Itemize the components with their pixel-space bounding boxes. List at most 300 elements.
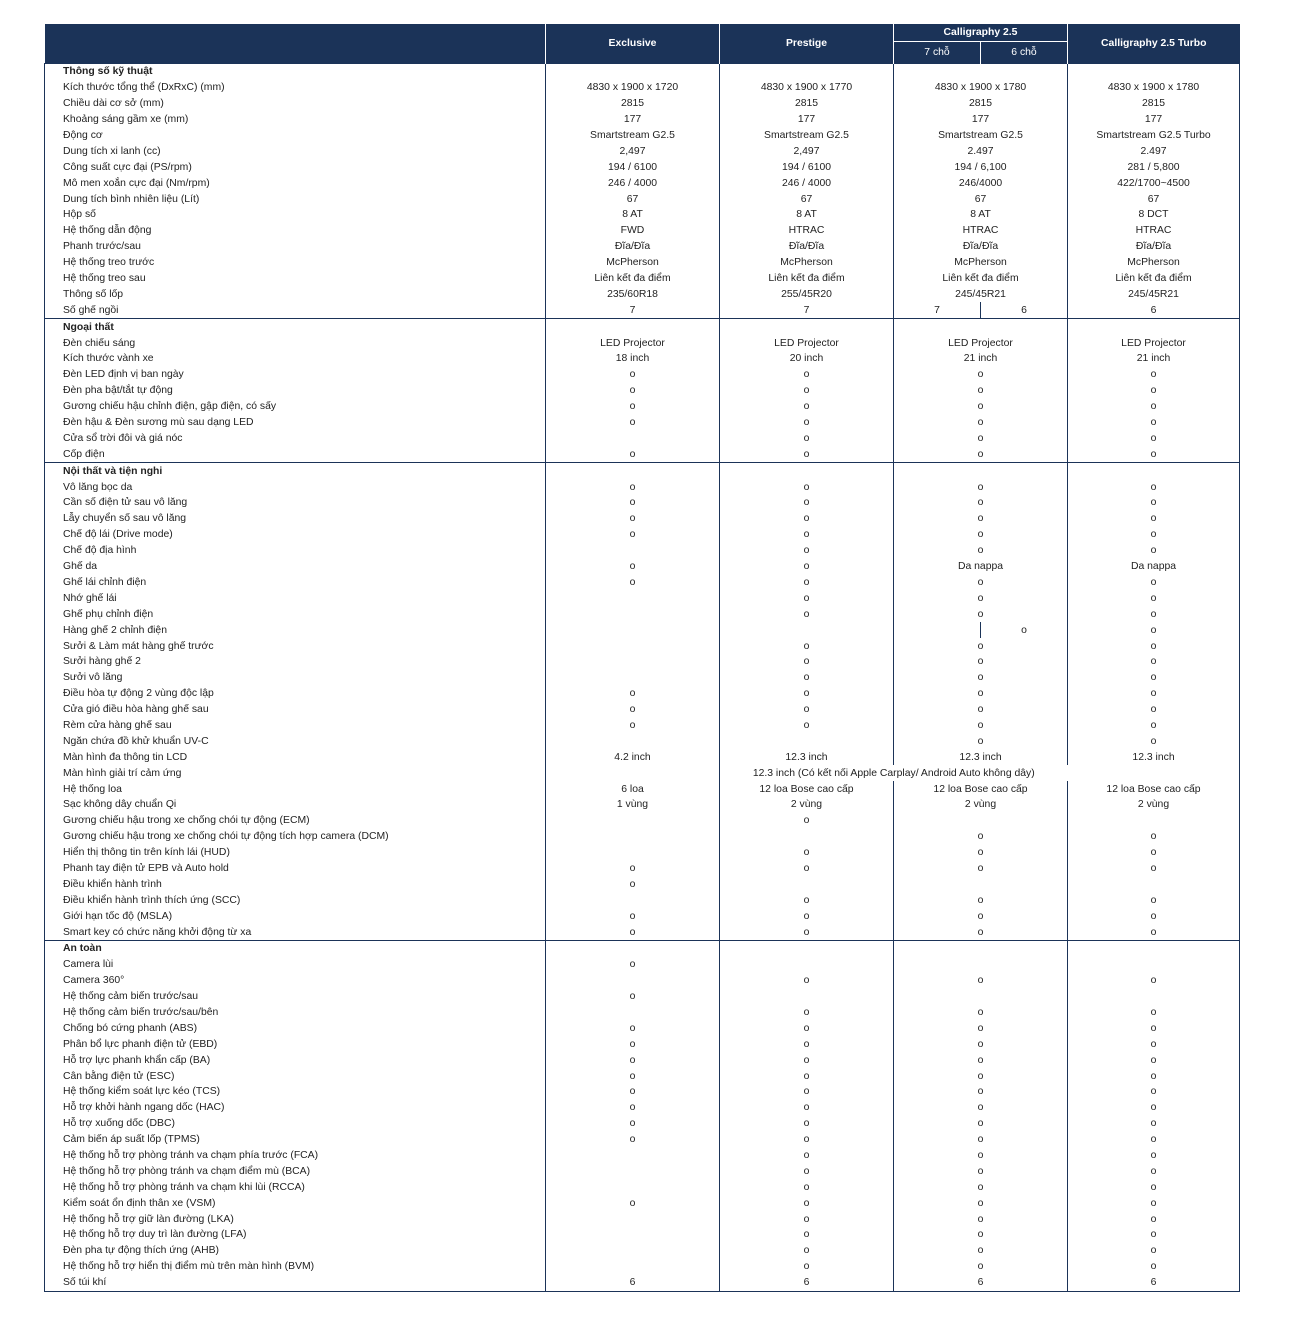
table-row	[45, 686, 1240, 702]
cell-calligraphy: Liên kết đa điểm	[894, 271, 1068, 287]
feature-label: Hệ thống dẫn động	[45, 223, 546, 239]
table-row	[45, 286, 1240, 302]
cell-prestige: o	[720, 845, 894, 861]
cell-prestige: 12.3 inch	[720, 749, 894, 765]
cell-prestige	[720, 733, 894, 749]
cell-calligraphy-turbo: 6	[1068, 1275, 1240, 1291]
cell-prestige: o	[720, 367, 894, 383]
cell-exclusive: o	[546, 989, 720, 1005]
table-row	[45, 638, 1240, 654]
feature-label: Gương chiếu hậu trong xe chống chói tự động (ECM)	[45, 813, 546, 829]
cell-calligraphy-turbo: o	[1068, 399, 1240, 415]
feature-label: Vô lăng bọc da	[45, 479, 546, 495]
cell-prestige: o	[720, 1243, 894, 1259]
cell-calligraphy: o	[894, 892, 1068, 908]
cell-calligraphy-turbo: o	[1068, 908, 1240, 924]
feature-label: Mô men xoắn cực đại (Nm/rpm)	[45, 175, 546, 191]
feature-label: Camera lùi	[45, 957, 546, 973]
cell-calligraphy: o	[894, 1132, 1068, 1148]
feature-label: Hệ thống cảm biến trước/sau/bên	[45, 1005, 546, 1021]
feature-label: Hệ thống hỗ trợ phòng tránh va chạm phía trước (FCA)	[45, 1148, 546, 1164]
table-row	[45, 670, 1240, 686]
cell-calligraphy-turbo: o	[1068, 479, 1240, 495]
cell-exclusive: 177	[546, 112, 720, 128]
table-row	[45, 702, 1240, 718]
table-row	[45, 128, 1240, 144]
cell-calligraphy: o	[894, 908, 1068, 924]
section-row	[45, 319, 1240, 335]
cell-calligraphy: 245/45R21	[894, 286, 1068, 302]
cell-prestige: o	[720, 1259, 894, 1275]
cell-exclusive: o	[546, 686, 720, 702]
cell-exclusive	[546, 1179, 720, 1195]
cell-calligraphy-turbo: o	[1068, 527, 1240, 543]
cell-prestige: o	[720, 1163, 894, 1179]
feature-label: Đèn chiếu sáng	[45, 335, 546, 351]
cell-exclusive	[546, 606, 720, 622]
cell-calligraphy: o	[894, 845, 1068, 861]
section-blank	[720, 319, 894, 335]
cell-prestige: o	[720, 924, 894, 940]
cell-exclusive	[546, 638, 720, 654]
table-row	[45, 1132, 1240, 1148]
cell-prestige: Liên kết đa điểm	[720, 271, 894, 287]
table-row	[45, 367, 1240, 383]
cell-calligraphy: 4830 x 1900 x 1780	[894, 80, 1068, 96]
cell-calligraphy: o	[894, 1084, 1068, 1100]
cell-calligraphy-turbo: o	[1068, 638, 1240, 654]
cell-exclusive: o	[546, 1084, 720, 1100]
table-row	[45, 239, 1240, 255]
cell-calligraphy-turbo: o	[1068, 829, 1240, 845]
cell-exclusive: o	[546, 1100, 720, 1116]
feature-label: Điều khiển hành trình thích ứng (SCC)	[45, 892, 546, 908]
table-row	[45, 1005, 1240, 1021]
cell-exclusive: Smartstream G2.5	[546, 128, 720, 144]
feature-label: Điều khiển hành trình	[45, 876, 546, 892]
cell-calligraphy-turbo: o	[1068, 733, 1240, 749]
cell-calligraphy-turbo: o	[1068, 1036, 1240, 1052]
cell-calligraphy-turbo: o	[1068, 1100, 1240, 1116]
table-row	[45, 543, 1240, 559]
feature-label: Đèn pha bật/tắt tự động	[45, 383, 546, 399]
feature-label: Dung tích xi lanh (cc)	[45, 143, 546, 159]
header-calligraphy-6-seat: 6 chỗ	[981, 42, 1068, 64]
feature-label: Cửa gió điều hòa hàng ghế sau	[45, 702, 546, 718]
cell-calligraphy: o	[894, 511, 1068, 527]
cell-calligraphy: o	[894, 829, 1068, 845]
cell-exclusive	[546, 1005, 720, 1021]
feature-label: Số túi khí	[45, 1275, 546, 1291]
cell-calligraphy: Smartstream G2.5	[894, 128, 1068, 144]
cell-calligraphy-turbo: o	[1068, 861, 1240, 877]
cell-calligraphy-turbo	[1068, 765, 1240, 781]
cell-exclusive: Đĩa/Đĩa	[546, 239, 720, 255]
cell-calligraphy-6-seat: o	[981, 622, 1068, 638]
cell-exclusive: 18 inch	[546, 351, 720, 367]
feature-label: Số ghế ngồi	[45, 302, 546, 318]
cell-calligraphy	[894, 989, 1068, 1005]
cell-calligraphy: o	[894, 1116, 1068, 1132]
feature-label: Động cơ	[45, 128, 546, 144]
table-row	[45, 1068, 1240, 1084]
table-row	[45, 1227, 1240, 1243]
section-blank	[894, 64, 1068, 80]
cell-prestige: o	[720, 1116, 894, 1132]
table-row	[45, 446, 1240, 462]
cell-prestige: o	[720, 973, 894, 989]
table-row	[45, 1259, 1240, 1275]
cell-prestige: o	[720, 446, 894, 462]
feature-label: Rèm cửa hàng ghế sau	[45, 718, 546, 734]
cell-exclusive: o	[546, 1132, 720, 1148]
table-row	[45, 1179, 1240, 1195]
header-prestige: Prestige	[720, 24, 894, 64]
section-title: Ngoại thất	[45, 319, 546, 335]
feature-label: Thông số lốp	[45, 286, 546, 302]
cell-exclusive: 1 vùng	[546, 797, 720, 813]
feature-label: Hệ thống kiểm soát lực kéo (TCS)	[45, 1084, 546, 1100]
cell-exclusive	[546, 590, 720, 606]
cell-calligraphy: o	[894, 686, 1068, 702]
feature-label: Màn hình giải trí cảm ứng	[45, 765, 546, 781]
feature-label: Cửa sổ trời đôi và giá nóc	[45, 430, 546, 446]
cell-calligraphy-turbo: HTRAC	[1068, 223, 1240, 239]
cell-calligraphy-turbo: 8 DCT	[1068, 207, 1240, 223]
feature-label: Hệ thống hỗ trợ giữ làn đường (LKA)	[45, 1211, 546, 1227]
cell-calligraphy-turbo: 12.3 inch	[1068, 749, 1240, 765]
cell-prestige: o	[720, 606, 894, 622]
cell-prestige: 177	[720, 112, 894, 128]
cell-exclusive: o	[546, 575, 720, 591]
table-row	[45, 1084, 1240, 1100]
feature-label: Gương chiếu hậu chỉnh điện, gập điện, có sấy	[45, 399, 546, 415]
cell-prestige: o	[720, 1084, 894, 1100]
cell-calligraphy-turbo: 12 loa Bose cao cấp	[1068, 781, 1240, 797]
table-row	[45, 175, 1240, 191]
cell-prestige: o	[720, 415, 894, 431]
table-row	[45, 559, 1240, 575]
cell-exclusive: 7	[546, 302, 720, 318]
cell-exclusive: o	[546, 718, 720, 734]
cell-calligraphy: o	[894, 1052, 1068, 1068]
cell-calligraphy: 2815	[894, 96, 1068, 112]
cell-calligraphy-turbo: Đĩa/Đĩa	[1068, 239, 1240, 255]
feature-label: Hàng ghế 2 chỉnh điện	[45, 622, 546, 638]
feature-label: Hệ thống hỗ trợ phòng tránh va chạm khi lùi (RCCA)	[45, 1179, 546, 1195]
header-exclusive: Exclusive	[546, 24, 720, 64]
cell-calligraphy: 2 vùng	[894, 797, 1068, 813]
cell-calligraphy-turbo: o	[1068, 1020, 1240, 1036]
cell-exclusive: 194 / 6100	[546, 159, 720, 175]
table-row	[45, 415, 1240, 431]
feature-label: Cần số điện tử sau vô lăng	[45, 495, 546, 511]
cell-prestige: LED Projector	[720, 335, 894, 351]
table-row	[45, 733, 1240, 749]
cell-exclusive	[546, 829, 720, 845]
cell-calligraphy-turbo: o	[1068, 1052, 1240, 1068]
spec-table	[44, 24, 1240, 1292]
section-row	[45, 64, 1240, 80]
feature-label: Ghế da	[45, 559, 546, 575]
cell-calligraphy	[894, 813, 1068, 829]
cell-exclusive	[546, 892, 720, 908]
cell-exclusive: 6 loa	[546, 781, 720, 797]
cell-calligraphy: 12 loa Bose cao cấp	[894, 781, 1068, 797]
cell-calligraphy-turbo: 21 inch	[1068, 351, 1240, 367]
cell-prestige: o	[720, 1195, 894, 1211]
cell-calligraphy: 2.497	[894, 143, 1068, 159]
cell-calligraphy-turbo: o	[1068, 924, 1240, 940]
cell-calligraphy: o	[894, 1148, 1068, 1164]
feature-label: Cân bằng điện tử (ESC)	[45, 1068, 546, 1084]
cell-prestige: 8 AT	[720, 207, 894, 223]
table-row	[45, 302, 1240, 318]
feature-label: Gương chiếu hậu trong xe chống chói tự động tích hợp camera (DCM)	[45, 829, 546, 845]
table-row	[45, 143, 1240, 159]
cell-exclusive: o	[546, 908, 720, 924]
table-row	[45, 876, 1240, 892]
feature-label: Hiển thị thông tin trên kính lái (HUD)	[45, 845, 546, 861]
table-row	[45, 1052, 1240, 1068]
cell-prestige: o	[720, 495, 894, 511]
table-row	[45, 924, 1240, 940]
cell-calligraphy-turbo: o	[1068, 575, 1240, 591]
table-row	[45, 590, 1240, 606]
cell-exclusive: 4.2 inch	[546, 749, 720, 765]
cell-exclusive	[546, 622, 720, 638]
cell-exclusive: o	[546, 957, 720, 973]
cell-exclusive	[546, 1227, 720, 1243]
cell-prestige: Đĩa/Đĩa	[720, 239, 894, 255]
cell-exclusive: o	[546, 511, 720, 527]
cell-prestige: o	[720, 908, 894, 924]
cell-calligraphy: o	[894, 399, 1068, 415]
cell-exclusive: 4830 x 1900 x 1720	[546, 80, 720, 96]
feature-label: Chế độ lái (Drive mode)	[45, 527, 546, 543]
cell-calligraphy: 67	[894, 191, 1068, 207]
cell-exclusive	[546, 733, 720, 749]
cell-exclusive: o	[546, 1052, 720, 1068]
cell-calligraphy: 12.3 inch	[894, 749, 1068, 765]
table-row	[45, 207, 1240, 223]
cell-calligraphy: o	[894, 1243, 1068, 1259]
cell-exclusive: 8 AT	[546, 207, 720, 223]
feature-label: Chống bó cứng phanh (ABS)	[45, 1020, 546, 1036]
table-row	[45, 765, 1240, 781]
cell-exclusive: 2,497	[546, 143, 720, 159]
cell-calligraphy-turbo: o	[1068, 511, 1240, 527]
feature-label: Sưởi & Làm mát hàng ghế trước	[45, 638, 546, 654]
cell-calligraphy	[894, 957, 1068, 973]
cell-exclusive: McPherson	[546, 255, 720, 271]
cell-calligraphy-turbo: o	[1068, 1259, 1240, 1275]
feature-label: Kích thước tổng thể (DxRxC) (mm)	[45, 80, 546, 96]
cell-exclusive: 235/60R18	[546, 286, 720, 302]
table-row	[45, 797, 1240, 813]
table-row	[45, 989, 1240, 1005]
feature-label: Sưởi hàng ghế 2	[45, 654, 546, 670]
cell-calligraphy: o	[894, 1259, 1068, 1275]
cell-exclusive: o	[546, 1195, 720, 1211]
section-blank	[720, 463, 894, 479]
feature-label: Đèn hậu & Đèn sương mù sau dạng LED	[45, 415, 546, 431]
feature-label: Ghế phụ chỉnh điện	[45, 606, 546, 622]
cell-calligraphy: 6	[894, 1275, 1068, 1291]
section-blank	[546, 940, 720, 956]
cell-prestige: o	[720, 813, 894, 829]
cell-prestige: o	[720, 686, 894, 702]
cell-prestige: o	[720, 670, 894, 686]
cell-exclusive	[546, 1148, 720, 1164]
table-row	[45, 527, 1240, 543]
cell-exclusive	[546, 1211, 720, 1227]
section-row	[45, 463, 1240, 479]
cell-exclusive	[546, 1163, 720, 1179]
cell-exclusive: o	[546, 415, 720, 431]
cell-calligraphy: o	[894, 415, 1068, 431]
cell-prestige: 6	[720, 1275, 894, 1291]
cell-prestige: o	[720, 654, 894, 670]
table-row	[45, 495, 1240, 511]
cell-calligraphy-turbo: o	[1068, 670, 1240, 686]
cell-exclusive: o	[546, 1020, 720, 1036]
feature-label: Cốp điện	[45, 446, 546, 462]
cell-calligraphy-turbo: o	[1068, 718, 1240, 734]
cell-prestige: o	[720, 718, 894, 734]
cell-calligraphy-turbo: o	[1068, 892, 1240, 908]
cell-calligraphy-turbo: 422/1700~4500	[1068, 175, 1240, 191]
cell-calligraphy-7-seat: 7	[894, 302, 981, 318]
table-row	[45, 781, 1240, 797]
cell-prestige: 67	[720, 191, 894, 207]
header-calligraphy-7-seat: 7 chỗ	[894, 42, 981, 64]
cell-exclusive	[546, 813, 720, 829]
cell-calligraphy-turbo: 2815	[1068, 96, 1240, 112]
feature-label: Hệ thống loa	[45, 781, 546, 797]
cell-calligraphy-turbo: o	[1068, 606, 1240, 622]
cell-calligraphy-turbo	[1068, 876, 1240, 892]
cell-exclusive: o	[546, 367, 720, 383]
cell-exclusive: o	[546, 1068, 720, 1084]
feature-label: Giới hạn tốc độ (MSLA)	[45, 908, 546, 924]
section-blank	[720, 940, 894, 956]
cell-exclusive: 2815	[546, 96, 720, 112]
table-row	[45, 908, 1240, 924]
section-blank	[546, 463, 720, 479]
cell-prestige: o	[720, 1211, 894, 1227]
table-row	[45, 845, 1240, 861]
cell-calligraphy: o	[894, 367, 1068, 383]
cell-exclusive: o	[546, 399, 720, 415]
feature-label: Hệ thống treo trước	[45, 255, 546, 271]
table-row	[45, 383, 1240, 399]
section-title: Thông số kỹ thuật	[45, 64, 546, 80]
cell-calligraphy: o	[894, 924, 1068, 940]
cell-calligraphy-turbo: 281 / 5,800	[1068, 159, 1240, 175]
feature-label: Đèn LED định vị ban ngày	[45, 367, 546, 383]
cell-calligraphy: o	[894, 1005, 1068, 1021]
section-blank	[546, 64, 720, 80]
section-title: An toàn	[45, 940, 546, 956]
cell-calligraphy: 21 inch	[894, 351, 1068, 367]
cell-calligraphy-turbo: o	[1068, 1005, 1240, 1021]
cell-calligraphy: o	[894, 446, 1068, 462]
header-feature-col	[45, 24, 546, 64]
cell-calligraphy-turbo: 4830 x 1900 x 1780	[1068, 80, 1240, 96]
cell-calligraphy: o	[894, 527, 1068, 543]
cell-calligraphy-turbo: Liên kết đa điểm	[1068, 271, 1240, 287]
cell-calligraphy: o	[894, 575, 1068, 591]
feature-label: Phanh trước/sau	[45, 239, 546, 255]
cell-calligraphy-turbo: Smartstream G2.5 Turbo	[1068, 128, 1240, 144]
cell-calligraphy: o	[894, 1100, 1068, 1116]
table-row	[45, 399, 1240, 415]
cell-calligraphy: o	[894, 702, 1068, 718]
feature-label: Màn hình đa thông tin LCD	[45, 749, 546, 765]
cell-exclusive: o	[546, 702, 720, 718]
table-row	[45, 80, 1240, 96]
cell-calligraphy-turbo: o	[1068, 1084, 1240, 1100]
cell-calligraphy-turbo: o	[1068, 1132, 1240, 1148]
cell-calligraphy-turbo: o	[1068, 1116, 1240, 1132]
cell-calligraphy-turbo	[1068, 989, 1240, 1005]
cell-exclusive: o	[546, 479, 720, 495]
table-row	[45, 96, 1240, 112]
cell-prestige: 2,497	[720, 143, 894, 159]
cell-prestige: o	[720, 430, 894, 446]
feature-label: Kiểm soát ổn định thân xe (VSM)	[45, 1195, 546, 1211]
table-row	[45, 1100, 1240, 1116]
cell-calligraphy-turbo: 2.497	[1068, 143, 1240, 159]
cell-calligraphy-turbo	[1068, 813, 1240, 829]
cell-prestige: o	[720, 638, 894, 654]
cell-calligraphy-turbo: o	[1068, 495, 1240, 511]
cell-calligraphy: 246/4000	[894, 175, 1068, 191]
cell-calligraphy: o	[894, 543, 1068, 559]
cell-calligraphy-turbo: o	[1068, 845, 1240, 861]
cell-exclusive: Liên kết đa điểm	[546, 271, 720, 287]
feature-label: Sưởi vô lăng	[45, 670, 546, 686]
cell-calligraphy-turbo: o	[1068, 1211, 1240, 1227]
feature-label: Công suất cực đại (PS/rpm)	[45, 159, 546, 175]
table-row	[45, 430, 1240, 446]
feature-label: Lẫy chuyển số sau vô lăng	[45, 511, 546, 527]
cell-calligraphy: o	[894, 1163, 1068, 1179]
cell-prestige: 246 / 4000	[720, 175, 894, 191]
table-row	[45, 511, 1240, 527]
cell-prestige: HTRAC	[720, 223, 894, 239]
cell-calligraphy-turbo: o	[1068, 590, 1240, 606]
section-blank	[1068, 319, 1240, 335]
table-row	[45, 335, 1240, 351]
cell-prestige: 7	[720, 302, 894, 318]
table-row	[45, 1195, 1240, 1211]
cell-calligraphy-turbo: o	[1068, 1243, 1240, 1259]
cell-prestige: o	[720, 1100, 894, 1116]
cell-exclusive: o	[546, 861, 720, 877]
section-blank	[720, 64, 894, 80]
cell-calligraphy-turbo: o	[1068, 1068, 1240, 1084]
cell-prestige: o	[720, 1068, 894, 1084]
feature-label: Hệ thống hỗ trợ phòng tránh va chạm điểm mù (BCA)	[45, 1163, 546, 1179]
cell-calligraphy-turbo: o	[1068, 543, 1240, 559]
feature-label: Phanh tay điện tử EPB và Auto hold	[45, 861, 546, 877]
cell-calligraphy: 194 / 6,100	[894, 159, 1068, 175]
table-row	[45, 191, 1240, 207]
cell-exclusive: o	[546, 527, 720, 543]
feature-label: Cảm biến áp suất lốp (TPMS)	[45, 1132, 546, 1148]
